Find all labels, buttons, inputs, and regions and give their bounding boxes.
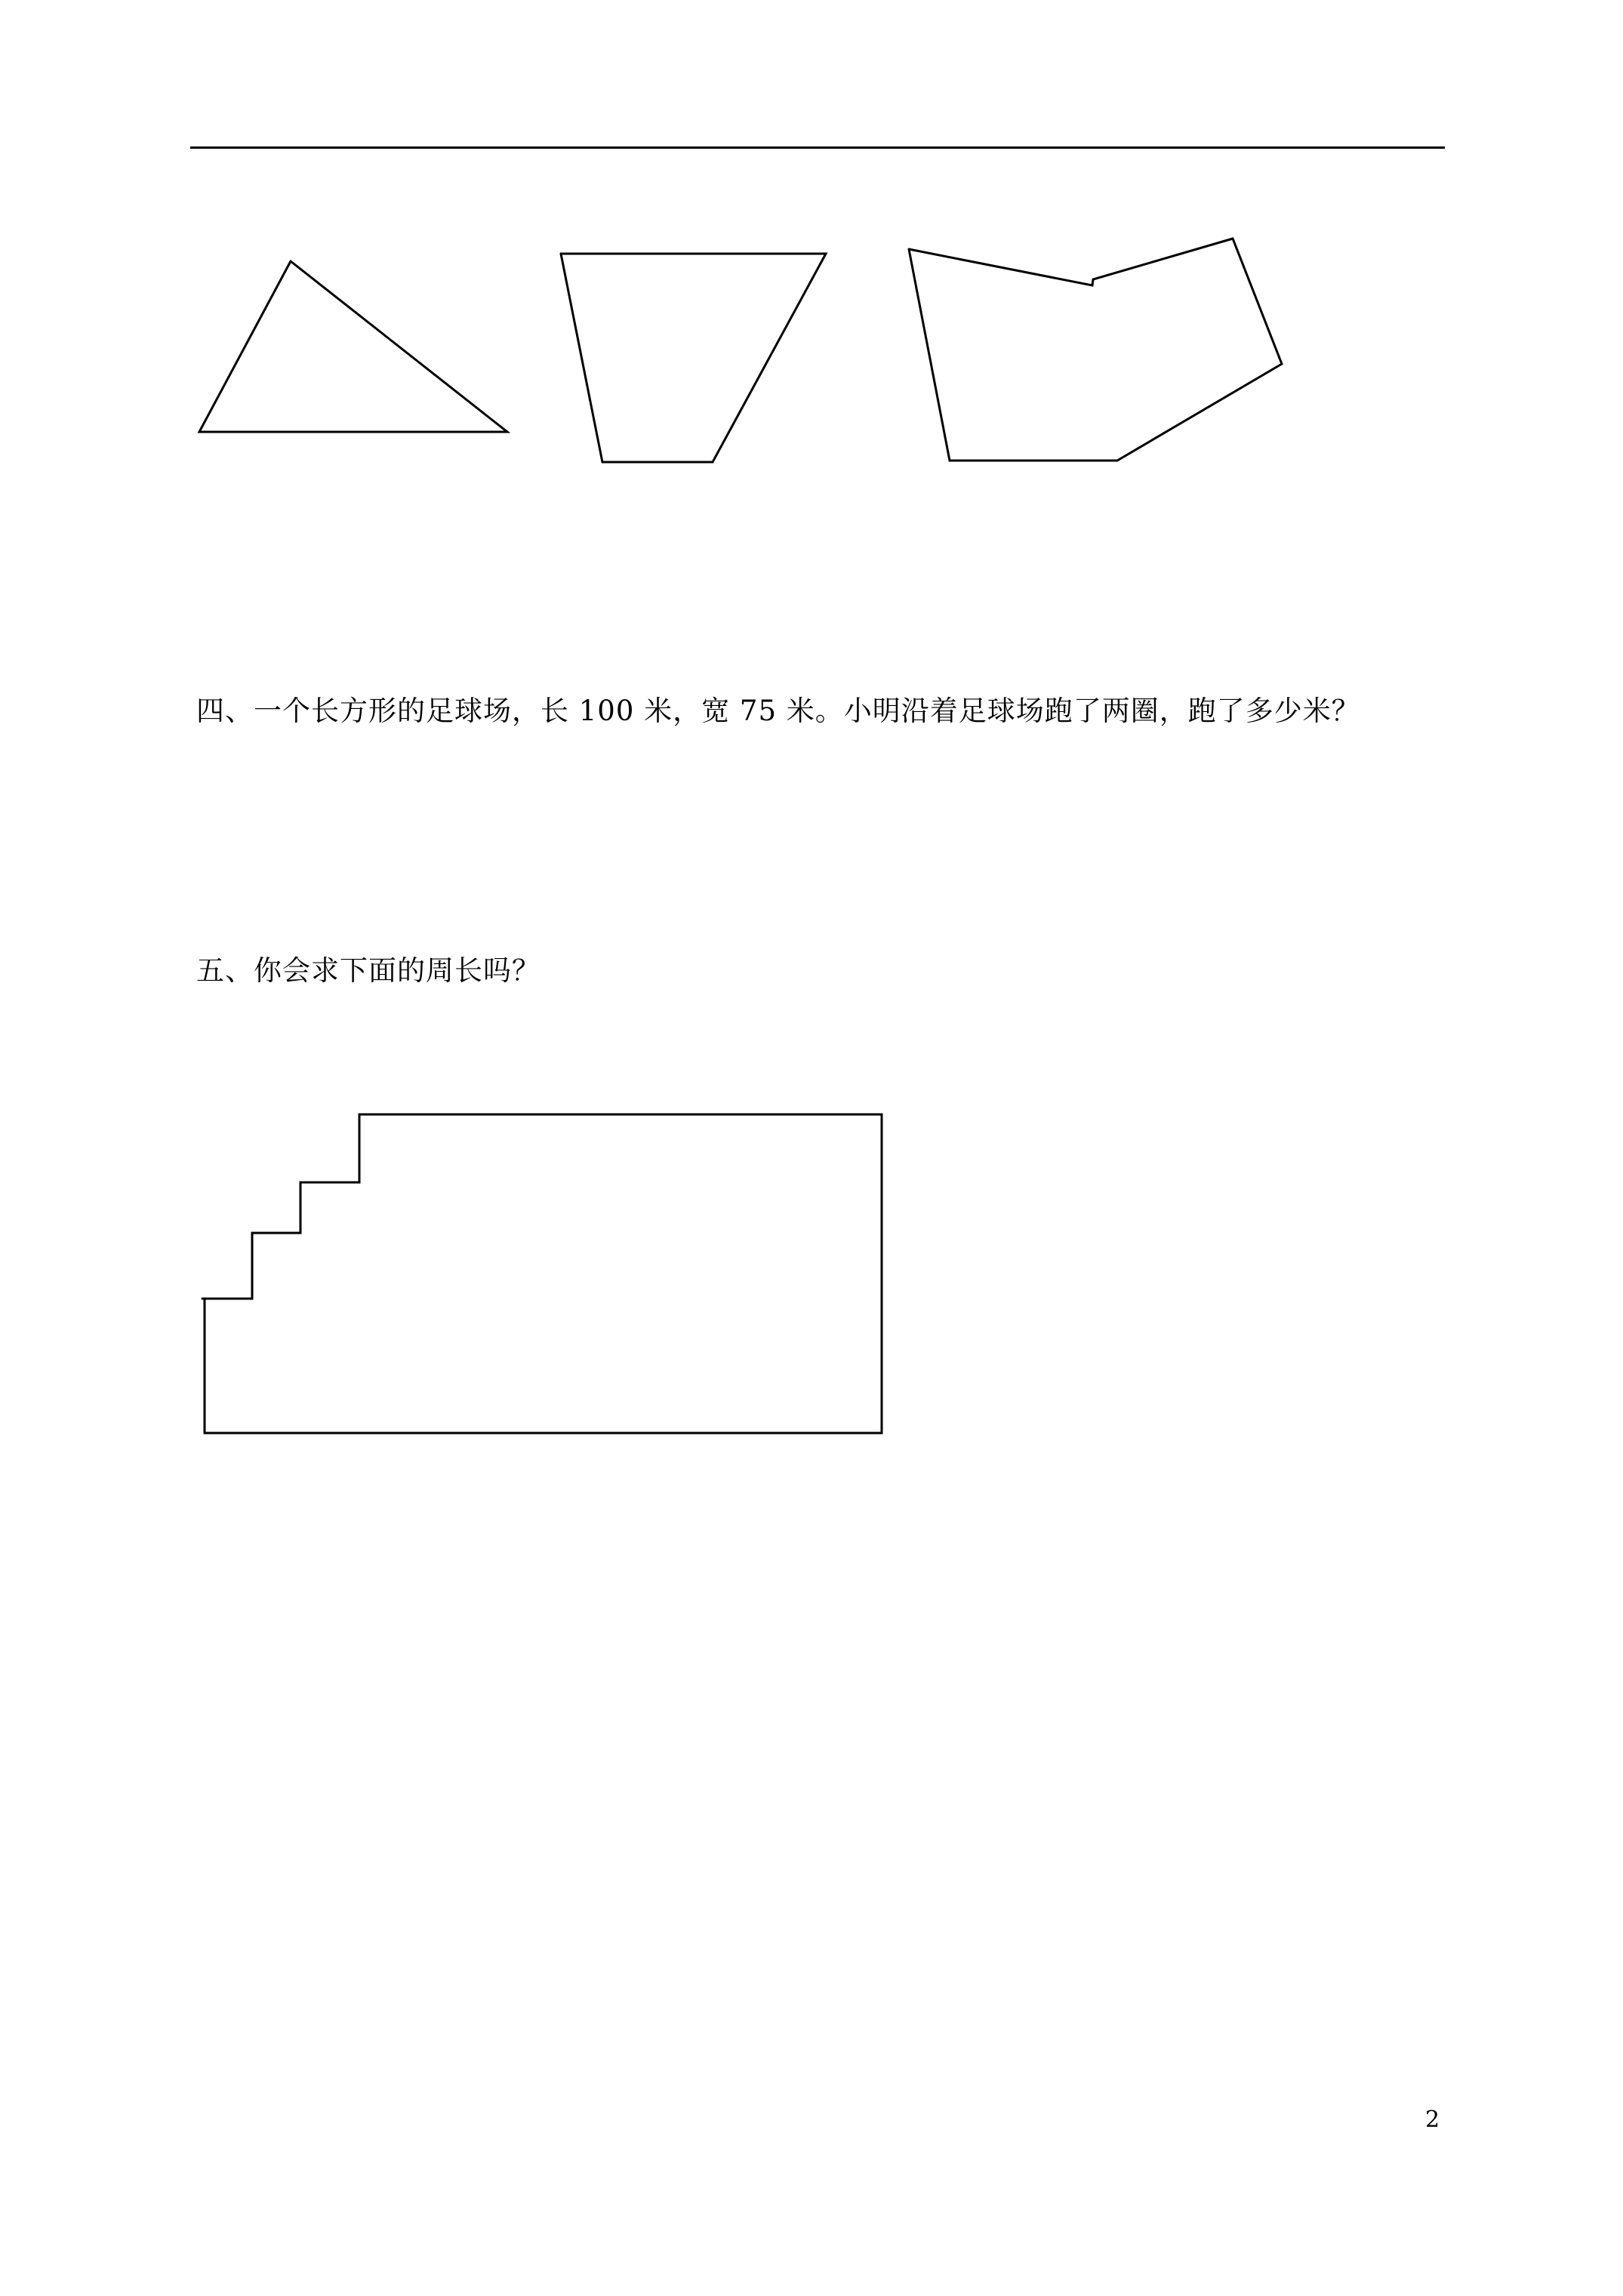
question-five: 五、你会求下面的周长吗？ (196, 954, 540, 987)
question-four: 四、一个长方形的足球场，长 100 米，宽 75 米。小明沿着足球场跑了两圈，跑了多少米？ (196, 695, 1360, 727)
staircase-outline (202, 1114, 882, 1433)
page-number: 2 (1425, 2106, 1440, 2133)
